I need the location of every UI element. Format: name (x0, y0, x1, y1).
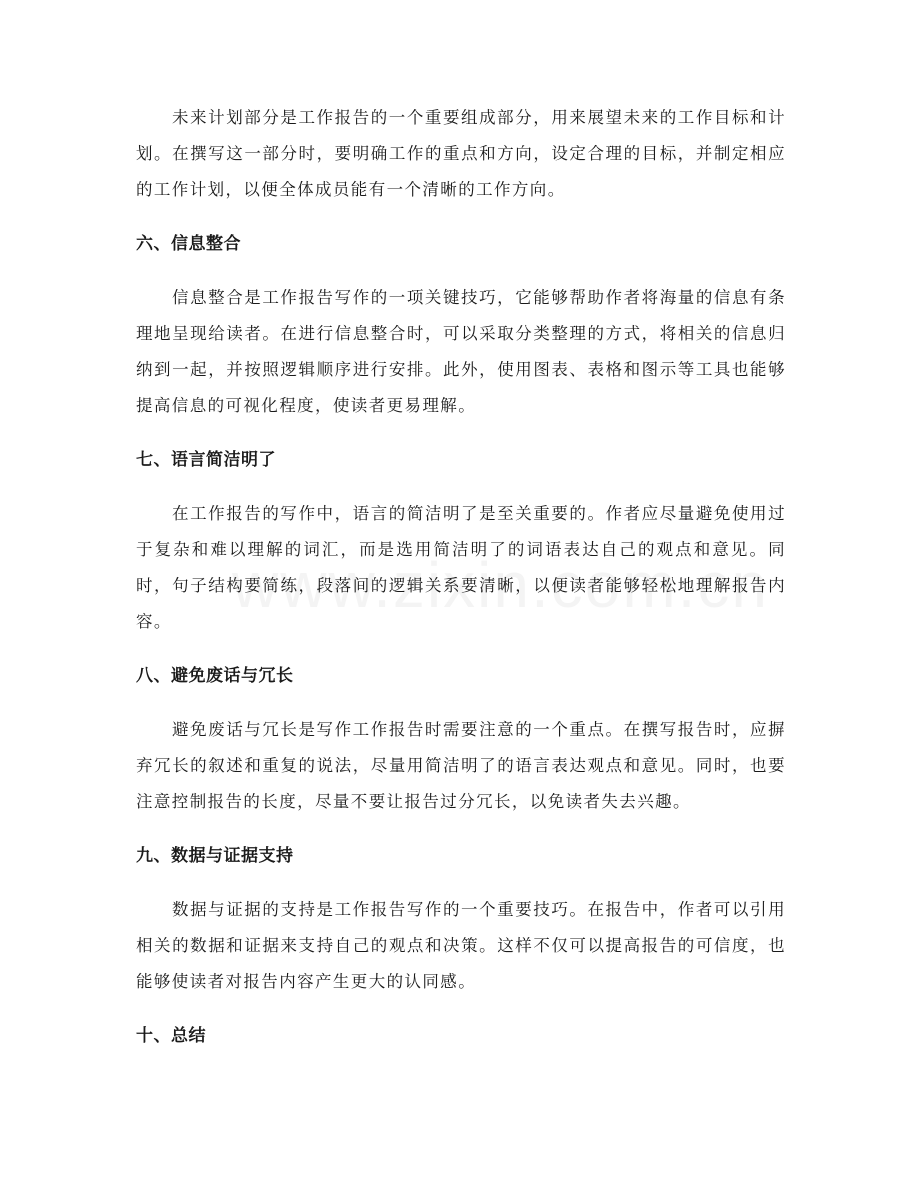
section-paragraph-9: 数据与证据的支持是工作报告写作的一个重要技巧。在报告中，作者可以引用相关的数据和证据来支持自己的观点和决策。这样不仅可以提高报告的可信度，也能够使读者对报告内容产生更大的认同感。 (136, 900, 786, 991)
intro-paragraph: 未来计划部分是工作报告的一个重要组成部分，用来展望未来的工作目标和计划。在撰写这一部分时，要明确工作的重点和方向，设定合理的目标，并制定相应的工作计划，以便全体成员能有一个清晰的工作方向。 (136, 108, 786, 199)
section-paragraph-8: 避免废话与冗长是写作工作报告时需要注意的一个重点。在撰写报告时，应摒弃冗长的叙述和重复的说法，尽量用简洁明了的语言表达观点和意见。同时，也要注意控制报告的长度，尽量不要让报告过分冗长，以免读者失去兴趣。 (136, 720, 786, 811)
section-heading-8: 八、避免废话与冗长 (136, 666, 294, 686)
section-paragraph-7: 在工作报告的写作中，语言的简洁明了是至关重要的。作者应尽量避免使用过于复杂和难以理解的词汇，而是选用简洁明了的词语表达自己的观点和意见。同时，句子结构要简练，段落间的逻辑关系要清晰，以便读者能够轻松地理解报告内容。 (136, 504, 786, 631)
section-heading-6: 六、信息整合 (136, 234, 241, 254)
document-body (136, 100, 786, 1050)
section-heading-9: 九、数据与证据支持 (136, 846, 294, 866)
section-paragraph-6: 信息整合是工作报告写作的一项关键技巧，它能够帮助作者将海量的信息有条理地呈现给读者。在进行信息整合时，可以采取分类整理的方式，将相关的信息归纳到一起，并按照逻辑顺序进行安排。此外，使用图表、表格和图示等工具也能够提高信息的可视化程度，使读者更易理解。 (136, 288, 786, 415)
section-heading-7: 七、语言简洁明了 (136, 450, 276, 470)
section-heading-10: 十、总结 (136, 1026, 206, 1046)
